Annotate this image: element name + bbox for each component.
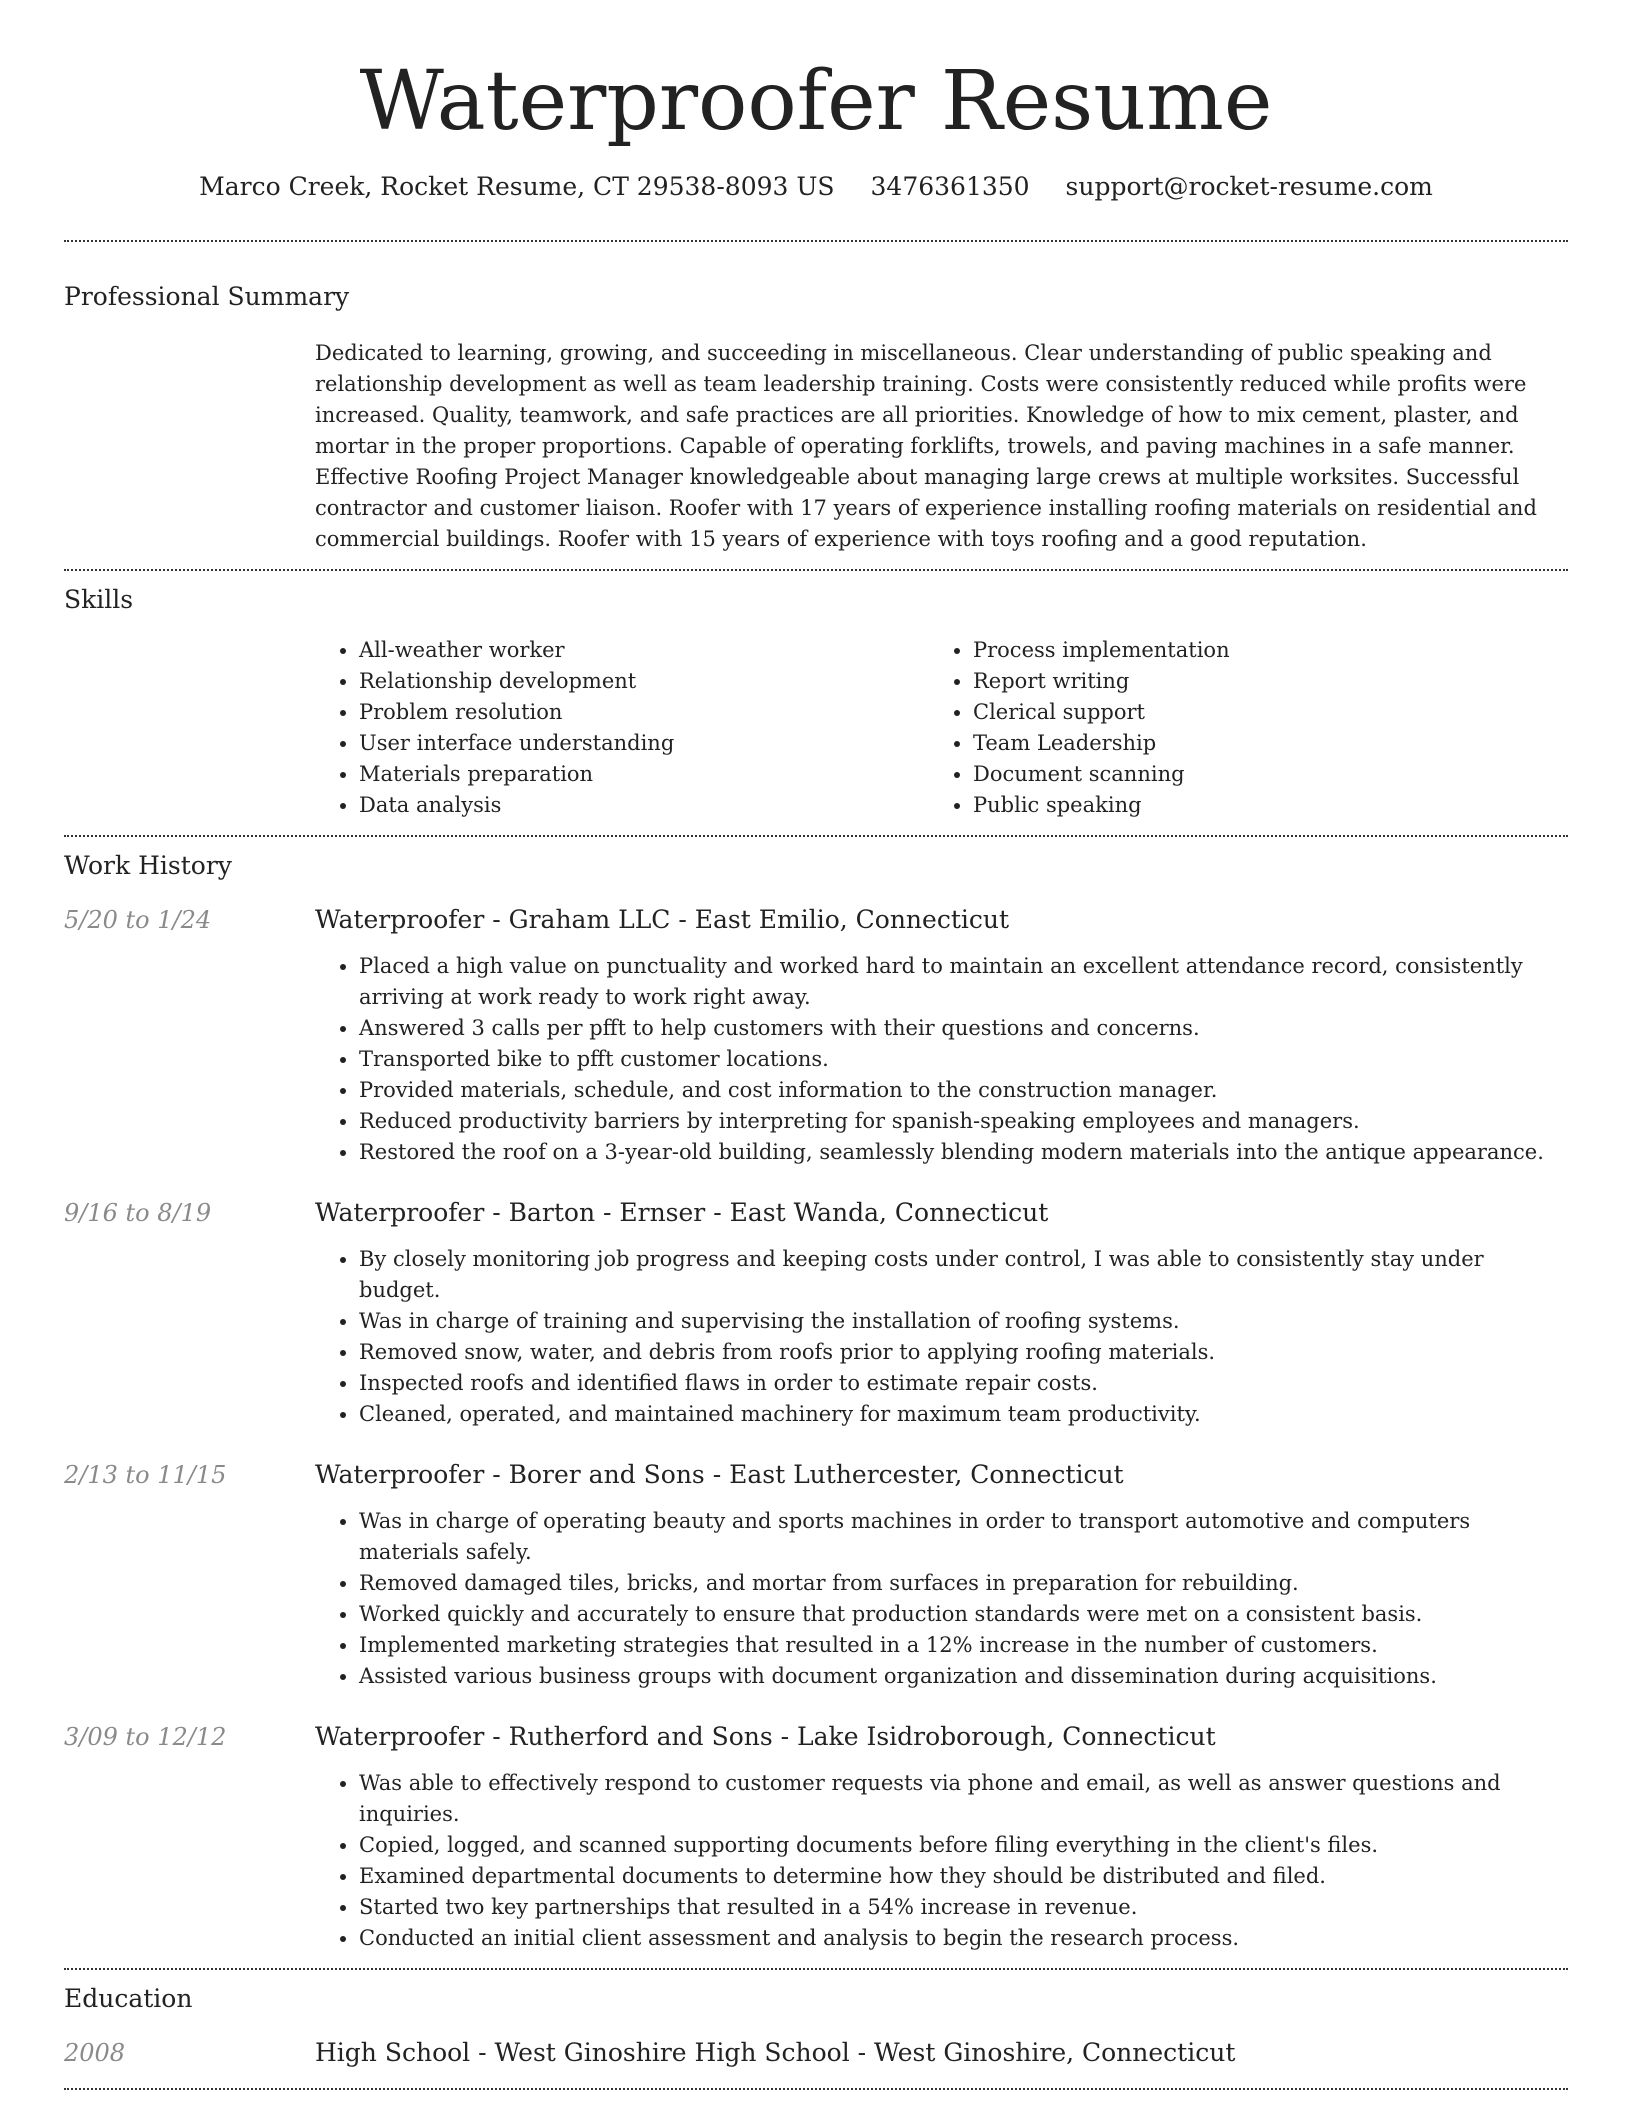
job-bullet: • Copied, logged, and scanned supporting documents before filing everything in the client's files. — [359, 1830, 1568, 1861]
section-divider — [64, 2088, 1568, 2090]
skills-columns — [315, 635, 1568, 821]
job-body — [315, 1458, 1568, 1692]
skill-item: • Problem resolution — [359, 697, 929, 728]
education-date: 2008 — [64, 2039, 126, 2067]
job-bullet: • Examined departmental documents to determine how they should be distributed and filed. — [359, 1861, 1568, 1892]
skills-list-right — [929, 635, 1533, 821]
job-entry — [64, 903, 1568, 1168]
skills-heading: Skills — [64, 585, 134, 614]
summary-text: Dedicated to learning, growing, and succeeding in miscellaneous. Clear understanding of public speaking and relationship development as well as team leadership training. Costs were consistently reduced while profits were increased. Quality, teamwork, and safe practices are all priorities. Knowledge of how to mix cement, plaster, and mortar in the proper proportions. Capable of operating forklifts, trowels, and paving machines in a safe manner. Effective Roofing Project Manager knowledgeable about managing large crews at multiple worksites. Successful contractor and customer liaison. Roofer with 17 years of experience installing roofing materials on residential and commercial buildings. Roofer with 15 years of experience with toys roofing and a good reputation. — [315, 341, 1537, 551]
job-bullets — [315, 1768, 1568, 1954]
job-body — [315, 1720, 1568, 1954]
contact-phone: 3476361350 — [870, 172, 1030, 201]
education-section — [64, 1970, 1568, 2070]
job-date: 5/20 to 1/24 — [64, 906, 212, 934]
skills-list-left — [315, 635, 929, 821]
job-bullet: • Removed snow, water, and debris from roofs prior to applying roofing materials. — [359, 1337, 1568, 1368]
job-bullet: • Restored the roof on a 3-year-old building, seamlessly blending modern materials into the antique appearance. — [359, 1137, 1568, 1168]
job-bullet: • Was in charge of training and supervising the installation of roofing systems. — [359, 1306, 1568, 1337]
job-entry — [64, 1720, 1568, 1954]
job-bullet: • Assisted various business groups with document organization and dissemination during acquisitions. — [359, 1661, 1568, 1692]
skill-item: • Public speaking — [973, 790, 1533, 821]
resume-header — [64, 0, 1568, 204]
job-bullet: • Started two key partnerships that resulted in a 54% increase in revenue. — [359, 1892, 1568, 1923]
job-bullet: • Was able to effectively respond to customer requests via phone and email, as well as answer questions and inquiries. — [359, 1768, 1568, 1830]
job-bullet: • Conducted an initial client assessment and analysis to begin the research process. — [359, 1923, 1568, 1954]
summary-section — [64, 242, 1568, 555]
job-bullets — [315, 1506, 1568, 1692]
job-heading: Waterproofer - Rutherford and Sons - Lake Isidroborough, Connecticut — [315, 1722, 1216, 1751]
skill-item: • Relationship development — [359, 666, 929, 697]
education-entry — [64, 2036, 1568, 2070]
resume-title: Waterproofer Resume — [359, 54, 1273, 149]
job-entry — [64, 1458, 1568, 1692]
job-heading: Waterproofer - Graham LLC - East Emilio, Connecticut — [315, 905, 1010, 934]
skill-item: • Document scanning — [973, 759, 1533, 790]
work-heading: Work History — [64, 851, 232, 880]
job-bullet: • Transported bike to pfft customer locations. — [359, 1044, 1568, 1075]
job-body — [315, 903, 1568, 1168]
job-bullet: • Removed damaged tiles, bricks, and mortar from surfaces in preparation for rebuilding. — [359, 1568, 1568, 1599]
work-section — [64, 837, 1568, 1954]
skill-item: • Report writing — [973, 666, 1533, 697]
job-bullet: • Provided materials, schedule, and cost information to the construction manager. — [359, 1075, 1568, 1106]
job-bullet: • Was in charge of operating beauty and sports machines in order to transport automotive and computers materials safely. — [359, 1506, 1568, 1568]
education-body — [315, 2036, 1568, 2070]
job-bullet: • Implemented marketing strategies that resulted in a 12% increase in the number of customers. — [359, 1630, 1568, 1661]
skill-item: • Materials preparation — [359, 759, 929, 790]
contact-address: Marco Creek, Rocket Resume, CT 29538-8093 US — [199, 172, 835, 201]
job-bullets — [315, 1244, 1568, 1430]
job-bullets — [315, 951, 1568, 1168]
contact-line — [64, 170, 1568, 204]
skill-item: • Data analysis — [359, 790, 929, 821]
job-bullet: • By closely monitoring job progress and keeping costs under control, I was able to consistently stay under budget. — [359, 1244, 1568, 1306]
education-heading-text: High School - West Ginoshire High School - West Ginoshire, Connecticut — [315, 2038, 1236, 2067]
skill-item: • Clerical support — [973, 697, 1533, 728]
contact-email: support@rocket-resume.com — [1065, 172, 1433, 201]
education-heading: Education — [64, 1984, 193, 2013]
skill-item: • Process implementation — [973, 635, 1533, 666]
job-bullet: • Cleaned, operated, and maintained machinery for maximum team productivity. — [359, 1399, 1568, 1430]
job-bullet: • Reduced productivity barriers by interpreting for spanish-speaking employees and managers. — [359, 1106, 1568, 1137]
job-bullet: • Worked quickly and accurately to ensure that production standards were met on a consistent basis. — [359, 1599, 1568, 1630]
job-bullet: • Inspected roofs and identified flaws in order to estimate repair costs. — [359, 1368, 1568, 1399]
job-heading: Waterproofer - Barton - Ernser - East Wanda, Connecticut — [315, 1198, 1049, 1227]
job-body — [315, 1196, 1568, 1430]
job-bullet: • Answered 3 calls per pfft to help customers with their questions and concerns. — [359, 1013, 1568, 1044]
job-date: 2/13 to 11/15 — [64, 1461, 227, 1489]
skill-item: • User interface understanding — [359, 728, 929, 759]
job-date: 3/09 to 12/12 — [64, 1723, 227, 1751]
job-heading: Waterproofer - Borer and Sons - East Luthercester, Connecticut — [315, 1460, 1124, 1489]
job-entry — [64, 1196, 1568, 1430]
skill-item: • All-weather worker — [359, 635, 929, 666]
summary-heading: Professional Summary — [64, 282, 350, 311]
job-date: 9/16 to 8/19 — [64, 1199, 212, 1227]
job-bullet: • Placed a high value on punctuality and worked hard to maintain an excellent attendance record, consistently arriving at work ready to work right away. — [359, 951, 1568, 1013]
skills-section — [64, 571, 1568, 821]
skill-item: • Team Leadership — [973, 728, 1533, 759]
